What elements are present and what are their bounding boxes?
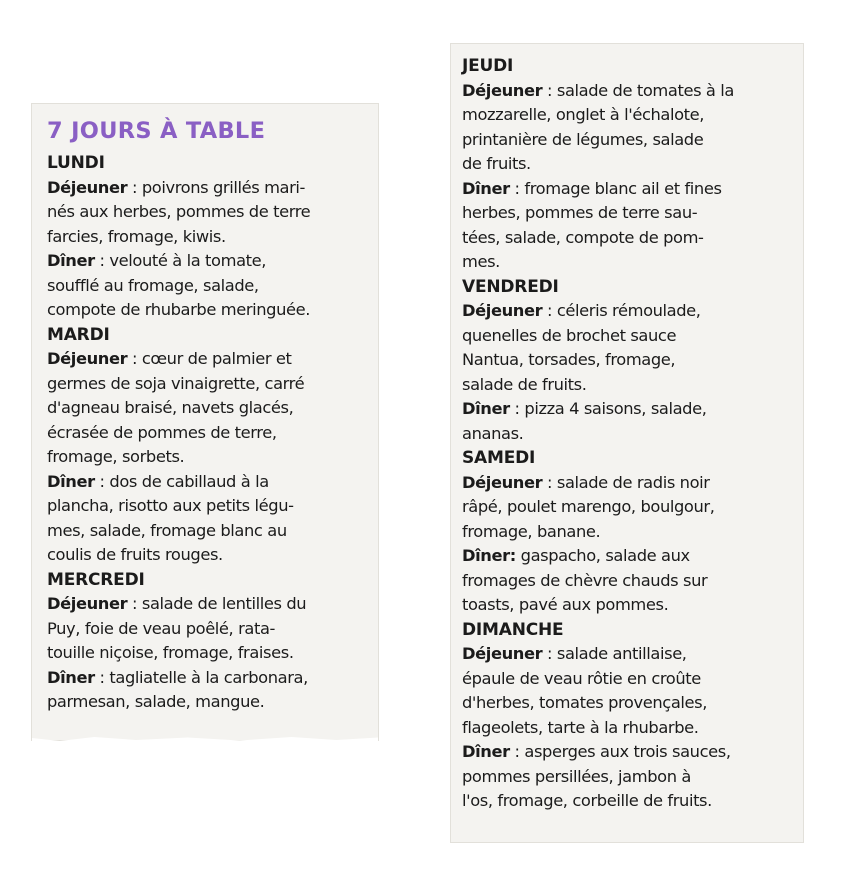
day-block-jeudi — [462, 54, 794, 275]
meal-description: : poivrons grillés mari- nés aux herbes, pommes de terre farcies, fromage, kiwis. — [47, 177, 311, 246]
dinner-entry — [47, 666, 367, 715]
day-heading: VENDREDI — [462, 276, 559, 297]
day-heading: LUNDI — [47, 153, 105, 173]
meal-description: : salade antillaise, épaule de veau rôtie en croûte d'herbes, tomates provençales, flageolets, tarte à la rhubarbe. — [462, 644, 707, 737]
meal-label: Dîner: — [462, 546, 516, 565]
meal-description: : céleris rémoulade, quenelles de brochet sauce Nantua, torsades, fromage, salade de fruits. — [462, 301, 701, 394]
meal-label: Déjeuner — [47, 177, 128, 197]
meal-label: Dîner — [47, 667, 95, 687]
menu-column-right — [462, 54, 794, 814]
meal-label: Dîner — [462, 399, 510, 418]
dinner-entry — [462, 740, 794, 814]
day-block-mercredi — [47, 568, 367, 715]
dinner-entry — [462, 177, 794, 275]
day-block-mardi — [47, 323, 367, 568]
lunch-entry — [462, 79, 794, 177]
page-title: 7 JOURS À TABLE — [47, 118, 266, 144]
dinner-entry — [47, 470, 367, 568]
day-heading: MERCREDI — [47, 569, 145, 590]
dinner-entry — [462, 397, 794, 446]
meal-label: Déjeuner — [462, 472, 543, 492]
day-block-lundi — [47, 151, 367, 323]
day-heading: JEUDI — [462, 56, 514, 76]
meal-description: : asperges aux trois sauces, pommes persillées, jambon à l'os, fromage, corbeille de fruits. — [462, 742, 731, 810]
meal-description: : pizza 4 saisons, salade, ananas. — [462, 399, 707, 443]
meal-description: : cœur de palmier et germes de soja vinaigrette, carré d'agneau braisé, navets glacés, écrasée de pommes de terre, fromage, sorbets. — [47, 349, 305, 466]
meal-description: : dos de cabillaud à la plancha, risotto aux petits légu- mes, salade, fromage blanc au coulis de fruits rouges. — [47, 471, 294, 564]
meal-label: Dîner — [462, 178, 510, 198]
lunch-entry — [462, 471, 794, 545]
meal-label: Dîner — [47, 471, 95, 491]
meal-description: : salade de lentilles du Puy, foie de veau poêlé, rata- touille niçoise, fromage, fraises. — [47, 594, 307, 662]
meal-label: Déjeuner — [47, 349, 128, 368]
day-block-dimanche — [462, 618, 794, 814]
day-heading: MARDI — [47, 324, 110, 345]
lunch-entry — [462, 642, 794, 740]
meal-label: Dîner — [462, 742, 510, 761]
meal-description: gaspacho, salade aux fromages de chèvre chauds sur toasts, pavé aux pommes. — [462, 546, 708, 614]
day-list-left — [47, 151, 367, 715]
meal-label: Déjeuner — [47, 594, 128, 613]
meal-label: Déjeuner — [462, 301, 543, 320]
meal-description: : tagliatelle à la carbonara, parmesan, salade, mangue. — [47, 667, 308, 711]
day-heading: DIMANCHE — [462, 619, 564, 640]
lunch-entry — [47, 176, 367, 250]
meal-description: : velouté à la tomate, soufflé au fromage, salade, compote de rhubarbe meringuée. — [47, 251, 311, 319]
meal-label: Dîner — [47, 251, 95, 270]
dinner-entry — [47, 249, 367, 323]
day-block-samedi — [462, 446, 794, 618]
lunch-entry — [47, 347, 367, 470]
meal-description: : fromage blanc ail et fines herbes, pommes de terre sau- tées, salade, compote de pom- mes. — [462, 178, 722, 271]
meal-label: Déjeuner — [462, 80, 543, 100]
day-block-vendredi — [462, 275, 794, 447]
meal-description: : salade de radis noir râpé, poulet marengo, boulgour, fromage, banane. — [462, 472, 715, 541]
day-heading: SAMEDI — [462, 448, 536, 468]
meal-description: : salade de tomates à la mozzarelle, onglet à l'échalote, printanière de légumes, salade de fruits. — [462, 80, 734, 173]
meal-label: Déjeuner — [462, 644, 543, 663]
day-list-right — [462, 54, 794, 814]
lunch-entry — [462, 299, 794, 397]
lunch-entry — [47, 592, 367, 666]
dinner-entry — [462, 544, 794, 618]
menu-column-left — [47, 114, 367, 715]
